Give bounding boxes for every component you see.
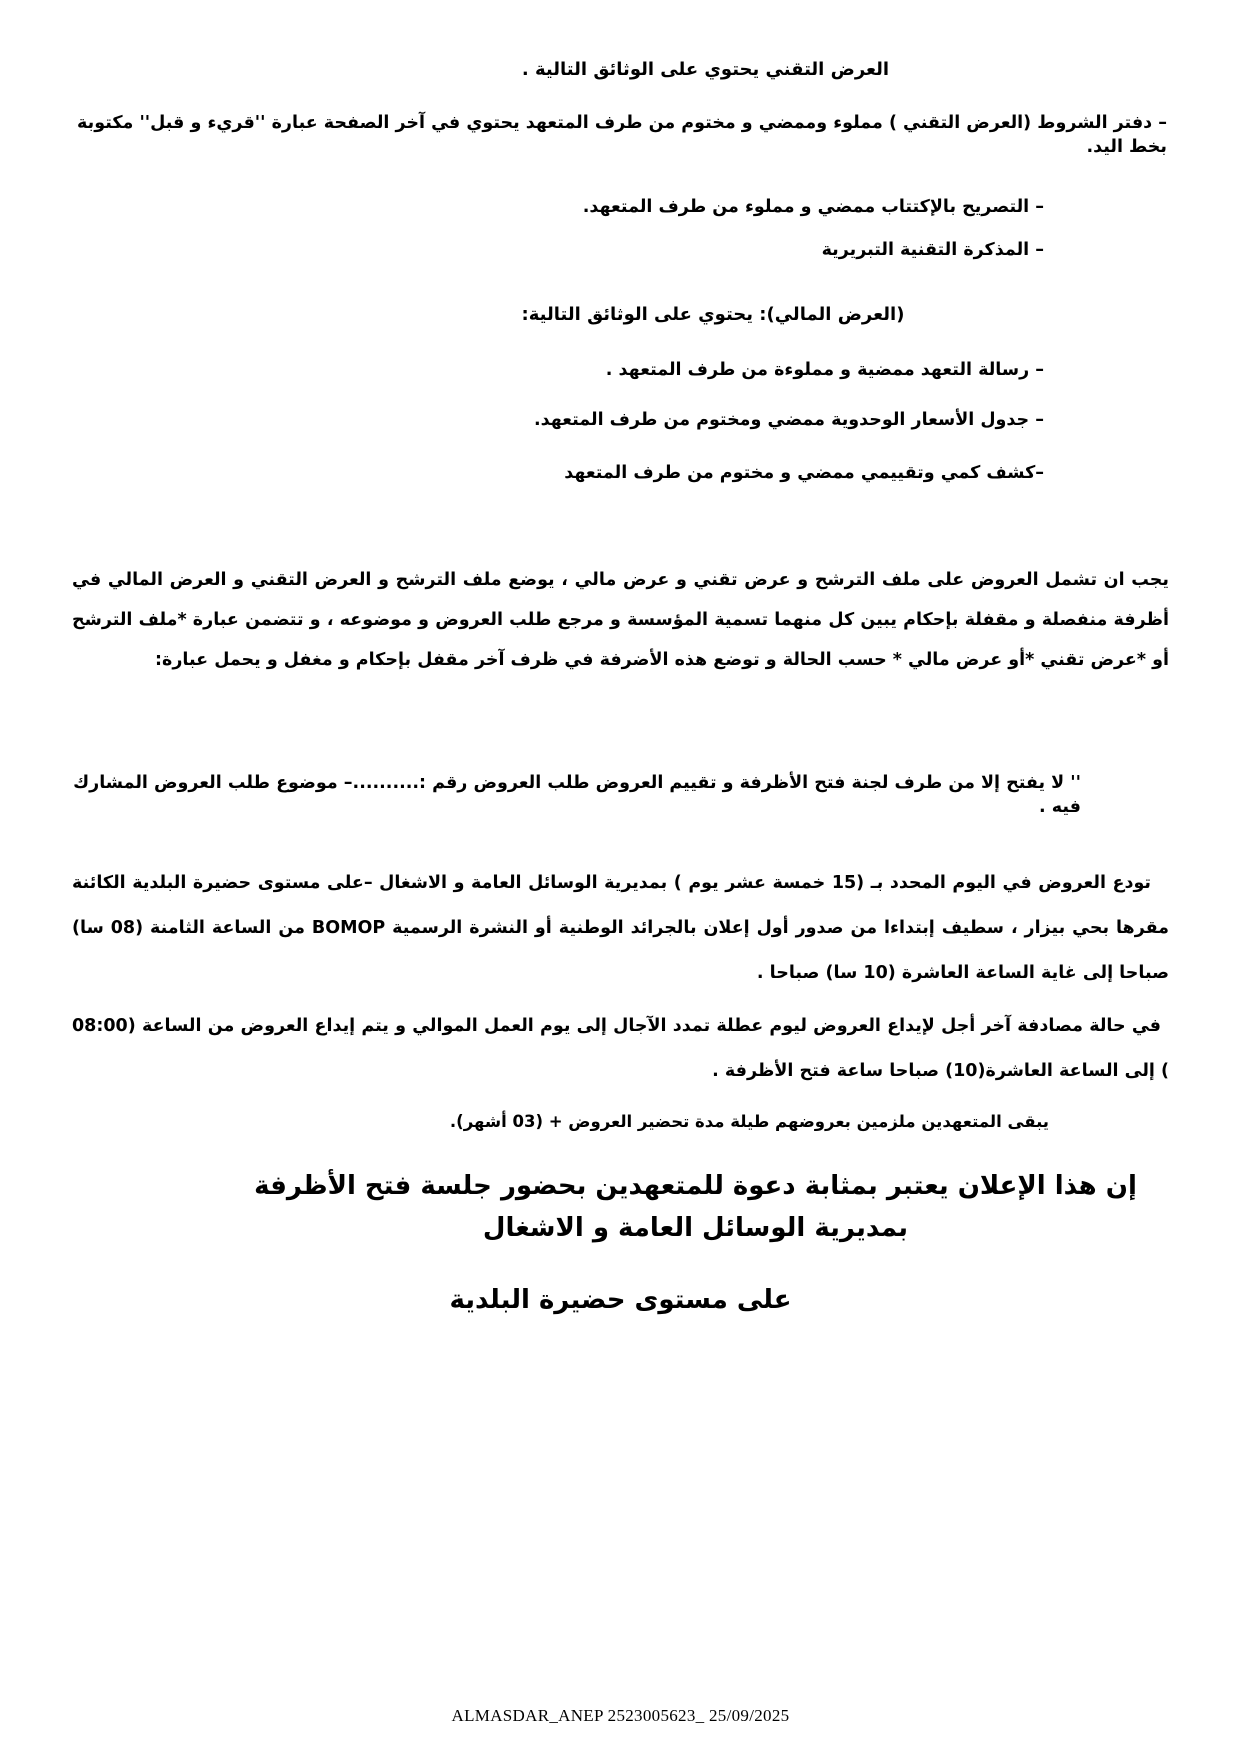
financial-offer-heading: (العرض المالي): يحتوي على الوثائق التالية: — [521, 303, 905, 325]
closing-invitation-line-1: إن هذا الإعلان يعتبر بمثابة دعوة للمتعهدين بحضور جلسة فتح الأظرفة بمديرية الوسائل العامة و الاشغال — [254, 1170, 1137, 1243]
submission-deadline-paragraph: تودع العروض في اليوم المحدد بـ (15 خمسة عشر يوم ) بمديرية الوسائل العامة و الاشغال –على مستوى حضيرة البلدية الكائنة مقرها بحي بيزار ، سطيف إبتداءا من صدور أول إعلان بالجرائد الوطنية أو النشرة الرسمية BOMOP من الساعة الثامنة (08 سا) صباحا إلى غاية الساعة العاشرة (10 سا) صباحا . — [72, 873, 1170, 984]
technical-offer-item-subscription-declaration: – التصريح بالإكتتاب ممضي و مملوء من طرف المتعهد. — [582, 196, 1044, 217]
envelopes-instructions-paragraph: يجب ان تشمل العروض على ملف الترشح و عرض تقني و عرض مالي ، يوضع ملف الترشح و العرض التقني و العرض المالي في أظرفة منفصلة و مقفلة بإحكام يبين كل منهما تسمية المؤسسة و مرجع طلب العروض و موضوعه ، و تتضمن عبارة *ملف الترشح أو *عرض تقني *أو عرض مالي * حسب الحالة و توضع هذه الأضرفة في ظرف آخر مقفل بإحكام و مغفل و يحمل عبارة: — [72, 569, 1169, 670]
anep-reference-footer: ALMASDAR_ANEP 2523005623_ 25/09/2025 — [451, 1706, 790, 1725]
technical-offer-item-cahier-des-charges: – دفتر الشروط (العرض التقني ) مملوء وممضي و مختوم من طرف المتعهد يحتوي في آخر الصفحة عبارة ''قريء و قبل'' مكتوبة بخط اليد. — [77, 113, 1167, 157]
holiday-extension-paragraph: في حالة مصادفة آخر أجل لإيداع العروض ليوم عطلة تمدد الآجال إلى يوم العمل الموالي و يتم إيداع العروض من الساعة (08:00 ) إلى الساعة العاشرة(10) صباحا ساعة فتح الأظرفة . — [72, 1016, 1169, 1082]
financial-offer-item-quantitative-statement: –كشف كمي وتقييمي ممضي و مختوم من طرف المتعهد — [564, 463, 1044, 484]
financial-offer-item-commitment-letter: – رسالة التعهد ممضية و مملوءة من طرف المتعهد . — [605, 360, 1044, 381]
closing-invitation-line-2: على مستوى حضيرة البلدية — [449, 1284, 792, 1315]
technical-offer-heading: العرض التقني يحتوي على الوثائق التالية . — [521, 59, 890, 80]
offer-validity-line: يبقى المتعهدين ملزمين بعروضهم طيلة مدة تحضير العروض + (03 أشهر). — [449, 1111, 1049, 1131]
technical-offer-item-technical-note: – المذكرة التقنية التبريرية — [821, 240, 1044, 261]
financial-offer-item-unit-price-schedule: – جدول الأسعار الوحدوية ممضي ومختوم من طرف المتعهد. — [533, 409, 1044, 430]
sealed-envelope-notice: '' لا يفتح إلا من طرف لجنة فتح الأظرفة و تقييم العروض طلب العروض رقم :..........– موضوع طلب العروض المشارك فيه . — [73, 772, 1081, 817]
